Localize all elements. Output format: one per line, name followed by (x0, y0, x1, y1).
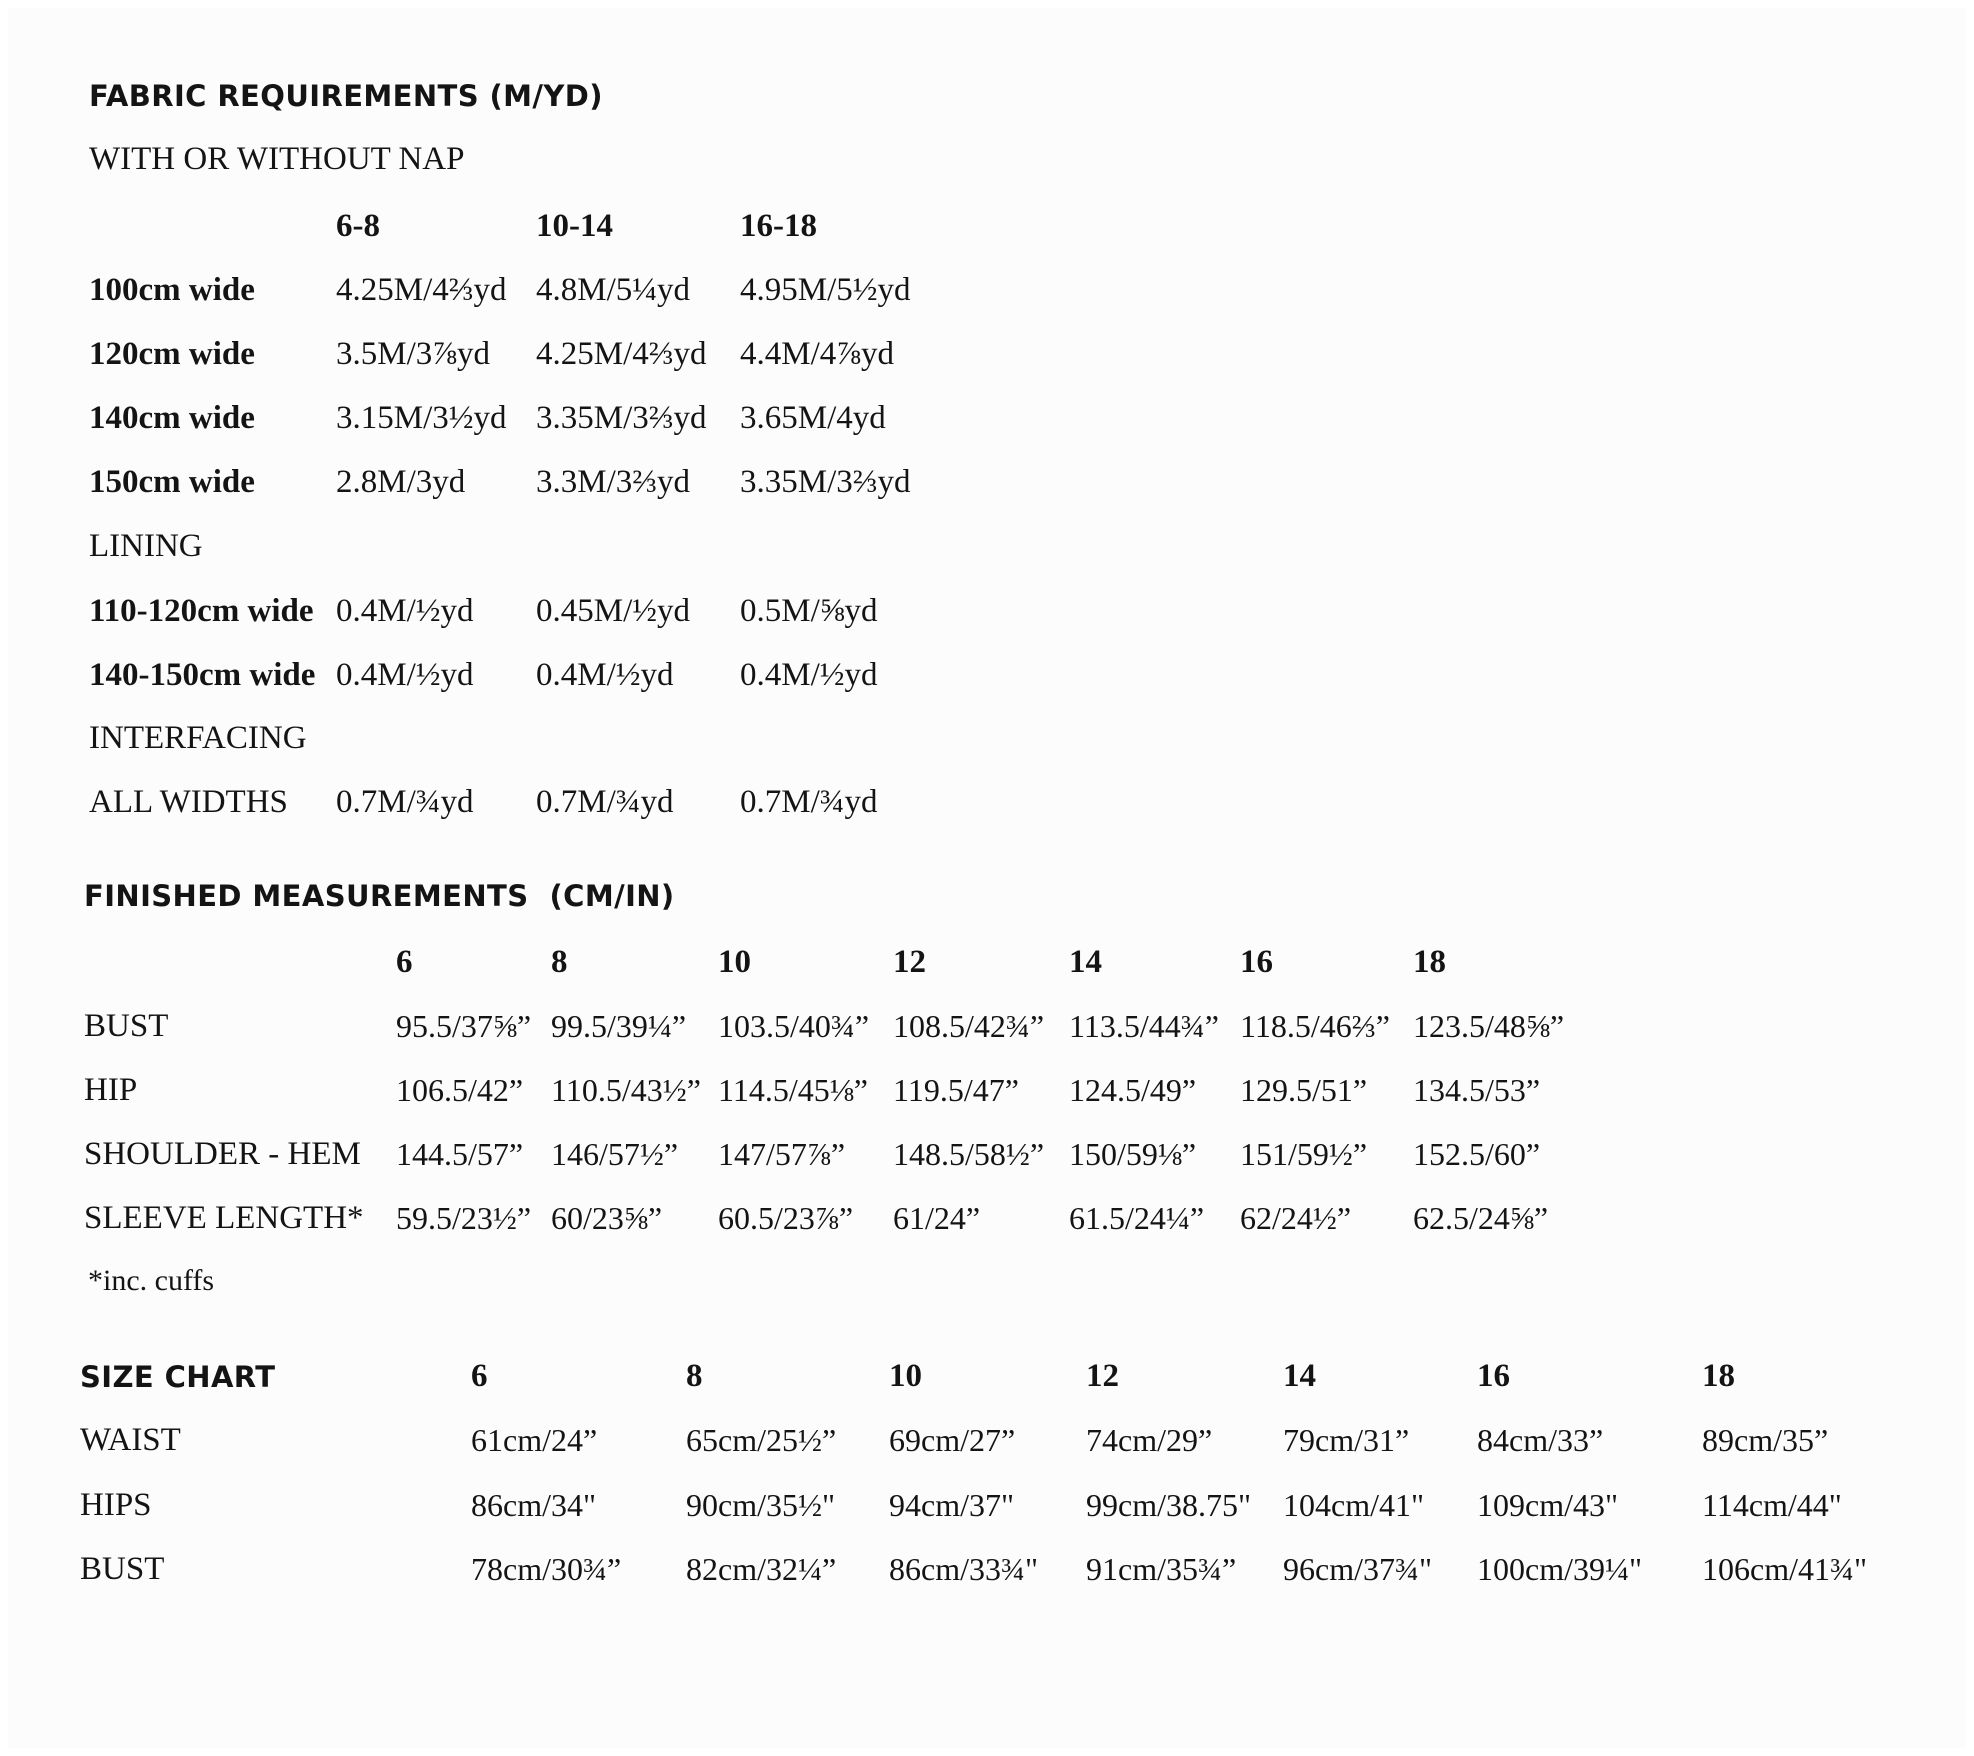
size-chart-cell: 104cm/41" (1283, 1487, 1425, 1523)
size-chart-size-header: 14 (1283, 1358, 1316, 1394)
interfacing-cell: 0.7M/¾yd (536, 784, 674, 820)
size-chart-cell: 89cm/35” (1702, 1422, 1829, 1458)
lining-cell: 0.4M/½yd (336, 593, 474, 629)
size-chart-cell: 91cm/35¾” (1086, 1551, 1237, 1587)
size-chart-size-header: 18 (1702, 1358, 1735, 1394)
finished-cell: 60/23⅝” (551, 1200, 663, 1236)
size-chart-cell: 65cm/25½” (686, 1422, 837, 1458)
size-chart-size-header: 10 (889, 1358, 922, 1394)
size-chart-cell: 69cm/27” (889, 1422, 1016, 1458)
finished-cell: 118.5/46⅔” (1240, 1008, 1390, 1044)
finished-row-label: BUST (84, 1008, 169, 1044)
size-chart-row-label: WAIST (80, 1422, 181, 1458)
finished-size-header: 6 (396, 944, 413, 980)
fabric-cell: 3.5M/3⅞yd (336, 336, 491, 372)
lining-cell: 0.45M/½yd (536, 593, 691, 629)
fabric-requirements-title: FABRIC REQUIREMENTS (M/YD) (89, 79, 603, 113)
lining-cell: 0.5M/⅝yd (740, 593, 878, 629)
finished-cell: 151/59½” (1240, 1136, 1368, 1172)
finished-cell: 110.5/43½” (551, 1072, 701, 1108)
finished-size-header: 8 (551, 944, 568, 980)
finished-cell: 59.5/23½” (396, 1200, 532, 1236)
fabric-subtitle: WITH OR WITHOUT NAP (89, 141, 465, 177)
finished-cell: 106.5/42” (396, 1072, 524, 1108)
finished-cell: 103.5/40¾” (718, 1008, 870, 1044)
lining-row-label: 110-120cm wide (89, 593, 314, 629)
fabric-cell: 3.35M/3⅔yd (740, 464, 911, 500)
lining-cell: 0.4M/½yd (740, 657, 878, 693)
fabric-size-header: 16-18 (740, 208, 817, 244)
size-chart-cell: 86cm/34" (471, 1487, 597, 1523)
finished-cell: 95.5/37⅝” (396, 1008, 532, 1044)
fabric-cell: 4.8M/5¼yd (536, 272, 691, 308)
finished-cell: 152.5/60” (1413, 1136, 1541, 1172)
finished-size-header: 14 (1069, 944, 1102, 980)
size-chart-size-header: 12 (1086, 1358, 1119, 1394)
finished-size-header: 12 (893, 944, 926, 980)
size-chart-cell: 84cm/33” (1477, 1422, 1604, 1458)
footnote: *inc. cuffs (88, 1264, 215, 1297)
lining-cell: 0.4M/½yd (536, 657, 674, 693)
lining-row-label: 140-150cm wide (89, 657, 316, 693)
fabric-cell: 3.35M/3⅔yd (536, 400, 707, 436)
size-chart-cell: 106cm/41¾" (1702, 1551, 1868, 1587)
finished-cell: 62/24½” (1240, 1200, 1352, 1236)
size-chart-cell: 61cm/24” (471, 1422, 598, 1458)
interfacing-cell: 0.7M/¾yd (336, 784, 474, 820)
finished-cell: 129.5/51” (1240, 1072, 1368, 1108)
fabric-cell: 3.3M/3⅔yd (536, 464, 691, 500)
fabric-cell: 3.15M/3½yd (336, 400, 507, 436)
size-chart-cell: 94cm/37" (889, 1487, 1015, 1523)
fabric-cell: 4.25M/4⅔yd (536, 336, 707, 372)
finished-cell: 119.5/47” (893, 1072, 1019, 1108)
size-chart-cell: 114cm/44" (1702, 1487, 1842, 1523)
finished-cell: 60.5/23⅞” (718, 1200, 854, 1236)
size-chart-title: SIZE CHART (80, 1360, 276, 1394)
finished-cell: 114.5/45⅛” (718, 1072, 868, 1108)
size-chart-cell: 86cm/33¾" (889, 1551, 1039, 1587)
fabric-size-header: 10-14 (536, 208, 613, 244)
lining-heading: LINING (89, 528, 203, 564)
fabric-row-label: 150cm wide (89, 464, 255, 500)
size-chart-cell: 96cm/37¾" (1283, 1551, 1433, 1587)
finished-cell: 113.5/44¾” (1069, 1008, 1219, 1044)
size-chart-cell: 74cm/29” (1086, 1422, 1213, 1458)
size-chart-size-header: 8 (686, 1358, 703, 1394)
fabric-row-label: 140cm wide (89, 400, 255, 436)
finished-cell: 144.5/57” (396, 1136, 524, 1172)
size-chart-cell: 100cm/39¼" (1477, 1551, 1643, 1587)
size-chart-cell: 109cm/43" (1477, 1487, 1619, 1523)
size-chart-cell: 99cm/38.75" (1086, 1487, 1252, 1523)
finished-size-header: 18 (1413, 944, 1446, 980)
interfacing-heading: INTERFACING (89, 720, 307, 756)
finished-cell: 124.5/49” (1069, 1072, 1197, 1108)
fabric-size-header: 6-8 (336, 208, 380, 244)
finished-cell: 61.5/24¼” (1069, 1200, 1205, 1236)
finished-cell: 123.5/48⅝” (1413, 1008, 1565, 1044)
finished-cell: 148.5/58½” (893, 1136, 1045, 1172)
size-chart-cell: 82cm/32¼” (686, 1551, 837, 1587)
interfacing-cell: 0.7M/¾yd (740, 784, 878, 820)
finished-row-label: HIP (84, 1072, 138, 1108)
fabric-cell: 4.25M/4⅔yd (336, 272, 507, 308)
size-chart-size-header: 16 (1477, 1358, 1510, 1394)
finished-cell: 99.5/39¼” (551, 1008, 687, 1044)
size-chart-row-label: HIPS (80, 1487, 152, 1523)
size-chart-cell: 90cm/35½" (686, 1487, 836, 1523)
finished-cell: 62.5/24⅝” (1413, 1200, 1549, 1236)
size-chart-row-label: BUST (80, 1551, 165, 1587)
fabric-row-label: 100cm wide (89, 272, 255, 308)
fabric-cell: 4.95M/5½yd (740, 272, 911, 308)
fabric-cell: 4.4M/4⅞yd (740, 336, 895, 372)
interfacing-row-label: ALL WIDTHS (89, 784, 288, 820)
finished-cell: 146/57½” (551, 1136, 679, 1172)
finished-cell: 150/59⅛” (1069, 1136, 1197, 1172)
fabric-cell: 3.65M/4yd (740, 400, 886, 436)
fabric-cell: 2.8M/3yd (336, 464, 466, 500)
size-chart-size-header: 6 (471, 1358, 488, 1394)
finished-cell: 134.5/53” (1413, 1072, 1541, 1108)
fabric-row-label: 120cm wide (89, 336, 255, 372)
finished-cell: 108.5/42¾” (893, 1008, 1045, 1044)
finished-size-header: 16 (1240, 944, 1273, 980)
size-chart-cell: 78cm/30¾” (471, 1551, 622, 1587)
finished-measurements-title: FINISHED MEASUREMENTS (CM/IN) (84, 879, 675, 913)
lining-cell: 0.4M/½yd (336, 657, 474, 693)
finished-row-label: SLEEVE LENGTH* (84, 1200, 364, 1236)
size-chart-cell: 79cm/31” (1283, 1422, 1410, 1458)
finished-cell: 147/57⅞” (718, 1136, 846, 1172)
finished-cell: 61/24” (893, 1200, 981, 1236)
finished-row-label: SHOULDER - HEM (84, 1136, 361, 1172)
finished-size-header: 10 (718, 944, 751, 980)
